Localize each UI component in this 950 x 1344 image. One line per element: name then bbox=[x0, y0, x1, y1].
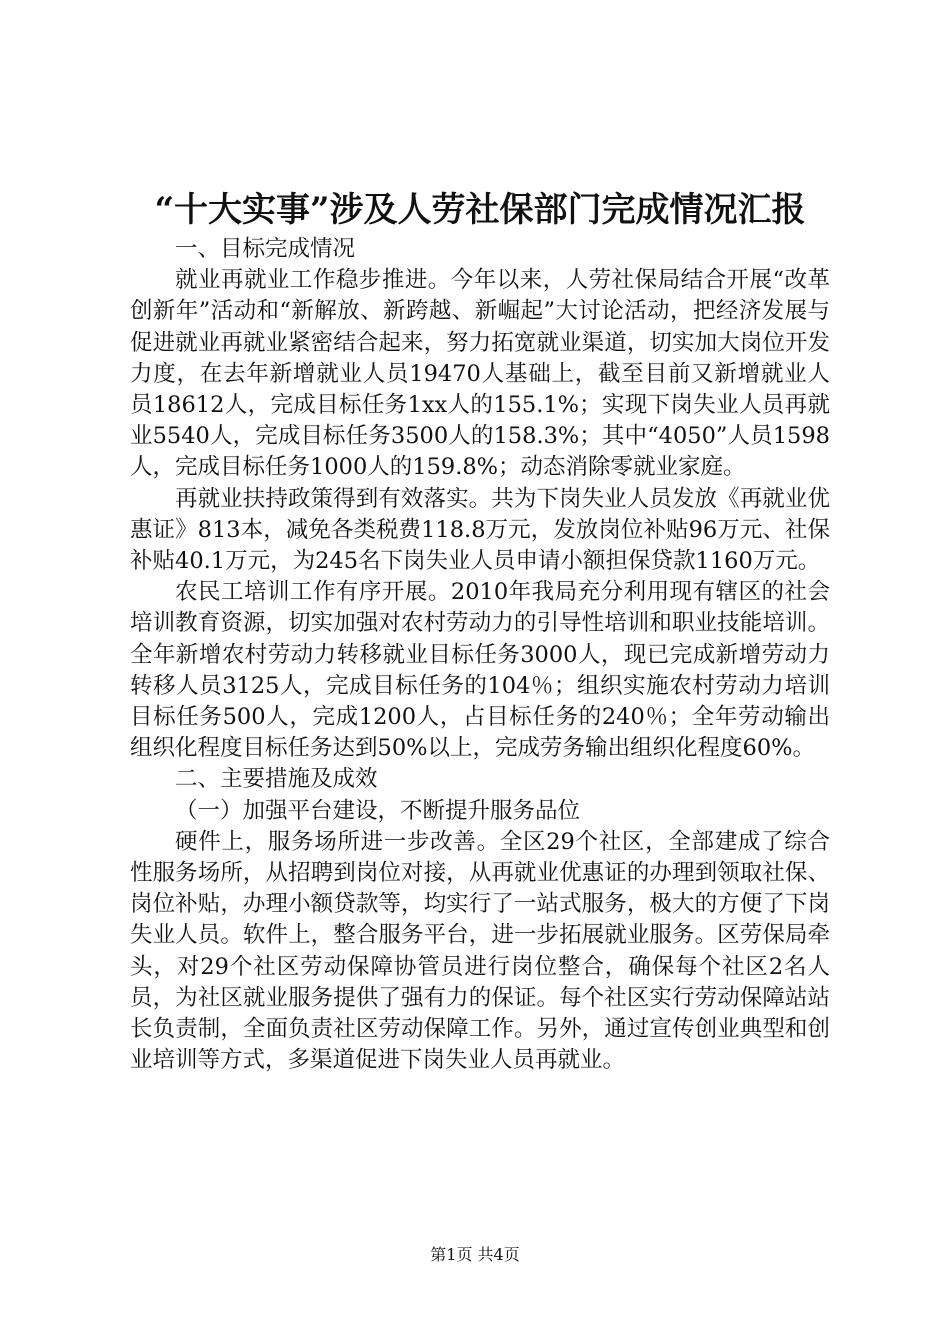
subsection-heading-1: （一）加强平台建设，不断提升服务品位 bbox=[175, 797, 581, 824]
document-title: “十大实事”涉及人劳社保部门完成情况汇报 bbox=[154, 190, 806, 230]
document-page bbox=[130, 0, 830, 1344]
section-heading-2: 二、主要措施及成效 bbox=[175, 766, 378, 793]
paragraph-employment: 就业再就业工作稳步推进。今年以来，人劳社保局结合开展“改革创新年”活动和“新解放、新跨越、新崛起”大讨论活动，把经济发展与促进就业再就业紧密结合起来，努力拓宽就业渠道，切实加大岗位开发力度，在去年新增就业人员19470人基础上，截至目前又新增就业人员18612人，完成目标任务1xx人的155.1%；实现下岗失业人员再就业5540人，完成目标任务3500人的158.3%；其中“4050”人员1598人，完成目标任务1000人的159.8%；动态消除零就业家庭。 bbox=[130, 267, 830, 481]
paragraph-platform: 硬件上，服务场所进一步改善。全区29个社区，全部建成了综合性服务场所，从招聘到岗位对接，从再就业优惠证的办理到领取社保、岗位补贴，办理小额贷款等，均实行了一站式服务，极大的方便了下岗失业人员。软件上，整合服务平台，进一步拓展就业服务。区劳保局牵头，对29个社区劳动保障协管员进行岗位整合，确保每个社区2名人员，为社区就业服务提供了强有力的保证。每个社区实行劳动保障站站长负责制，全面负责社区劳动保障工作。另外，通过宣传创业典型和创业培训等方式，多渠道促进下岗失业人员再就业。 bbox=[130, 828, 830, 1074]
paragraph-migrant-training: 农民工培训工作有序开展。2010年我局充分利用现有辖区的社会培训教育资源，切实加强对农村劳动力的引导性培训和职业技能培训。全年新增农村劳动力转移就业目标任务3000人，现已完成新增劳动力转移人员3125人，完成目标任务的104％；组织实施农村劳动力培训目标任务500人，完成1200人，占目标任务的240％；全年劳动输出组织化程度目标任务达到50%以上，完成劳务输出组织化程度60%。 bbox=[130, 579, 830, 762]
section-heading-1: 一、目标完成情况 bbox=[175, 236, 356, 262]
page-footer: 第1页 共4页 bbox=[430, 1245, 520, 1264]
document-body bbox=[130, 234, 830, 1076]
paragraph-policy: 再就业扶持政策得到有效落实。共为下岗失业人员发放《再就业优惠证》813本，减免各类税费118.8万元，发放岗位补贴96万元、社保补贴40.1万元，为245名下岗失业人员申请小额担保贷款1160万元。 bbox=[130, 485, 830, 575]
